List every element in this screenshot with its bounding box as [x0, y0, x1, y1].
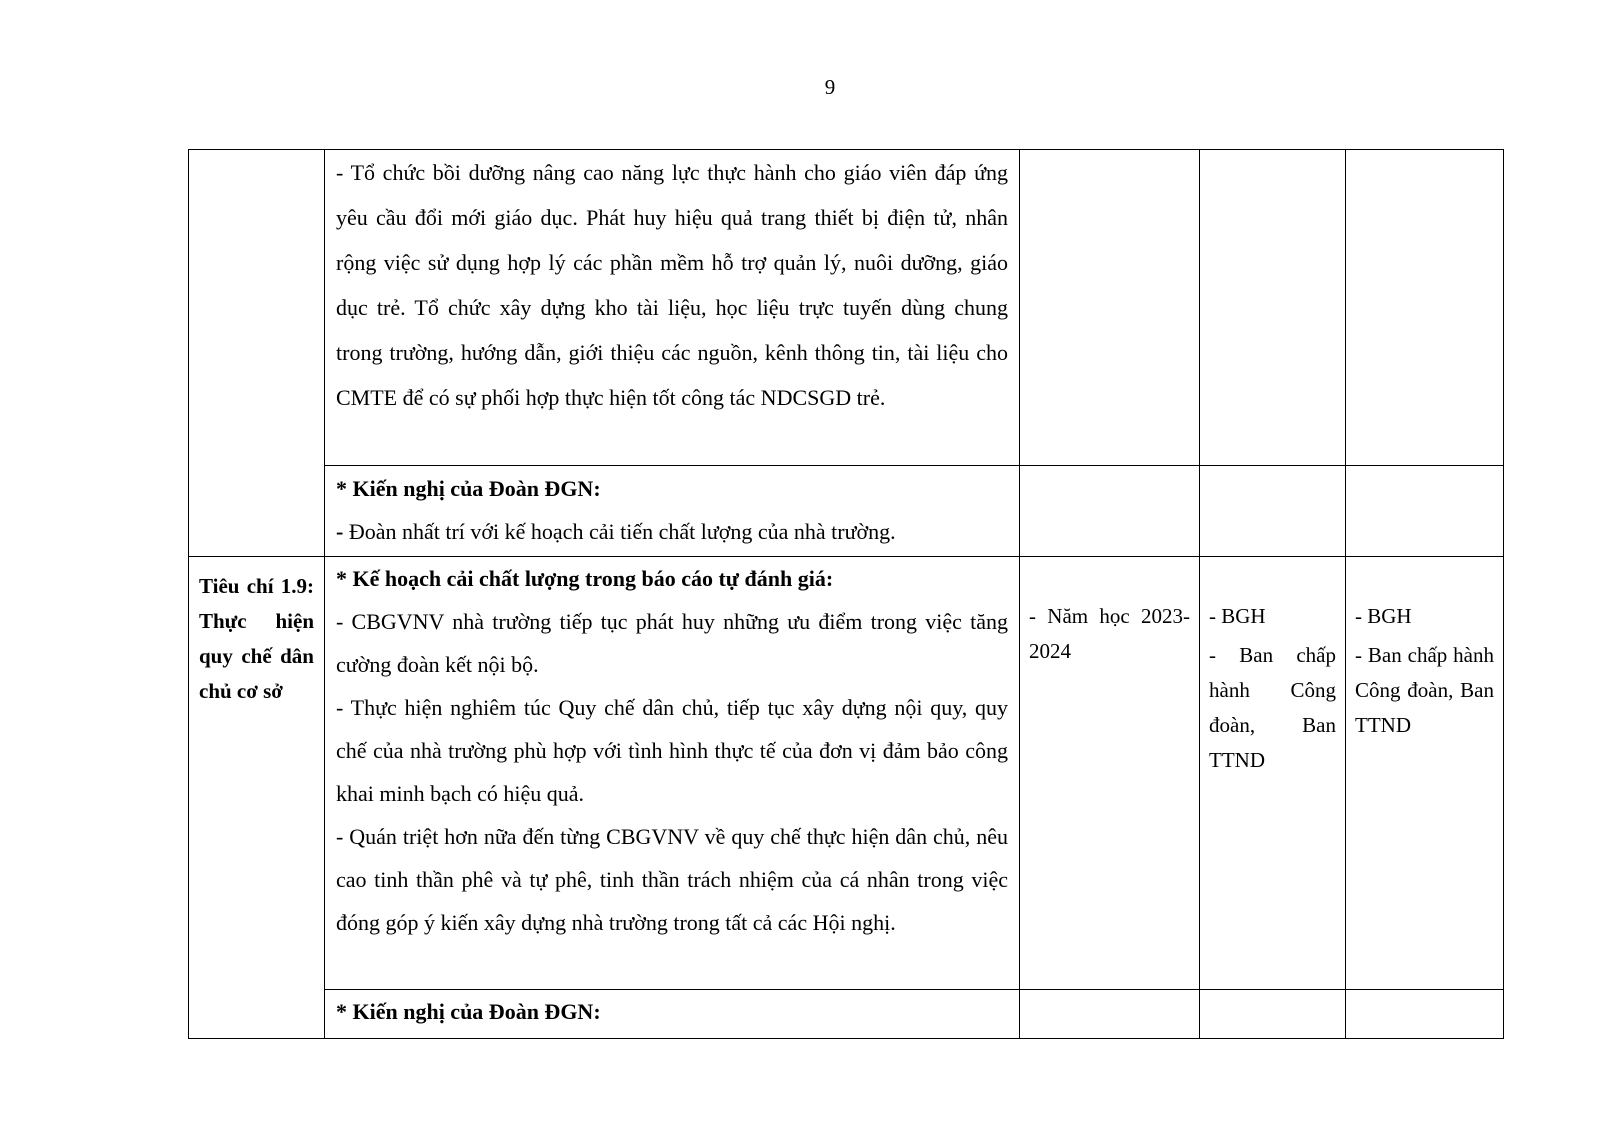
improvement-plan-table	[188, 149, 1504, 1039]
plan-heading: * Kế hoạch cải chất lượng trong báo cáo tự đánh giá:	[336, 566, 834, 591]
time-cell	[1020, 466, 1200, 557]
recommendation-dash: -	[336, 519, 344, 544]
coordinate-cell	[1346, 557, 1504, 990]
responsible-cell	[1200, 990, 1346, 1039]
coordinate-line: - BGH	[1355, 604, 1412, 628]
time-cell	[1020, 557, 1200, 990]
table-row	[189, 150, 1504, 466]
coordinate-cell	[1346, 990, 1504, 1039]
recommendation-cell	[325, 990, 1020, 1039]
coordinate-cell	[1346, 466, 1504, 557]
recommendation-cell	[325, 466, 1020, 557]
criterion-line: Thực hiện	[199, 609, 314, 633]
recommendation-heading: * Kiến nghị của Đoàn ĐGN:	[336, 999, 601, 1024]
responsible-cell	[1200, 150, 1346, 466]
time-cell	[1020, 990, 1200, 1039]
recommendation-body: Đoàn nhất trí với kế hoạch cải tiến chất lượng của nhà trường.	[343, 519, 896, 544]
responsible-line: - BGH	[1209, 604, 1266, 628]
criterion-line: Tiêu chí 1.9:	[199, 574, 314, 598]
coordinate-cell	[1346, 150, 1504, 466]
plan-paragraph: - CBGVNV nhà trường tiếp tục phát huy những ưu điểm trong việc tăng cường đoàn kết nội bộ.	[336, 609, 1008, 677]
responsible-line: - Ban chấp hành Công đoàn, Ban TTND	[1209, 643, 1336, 772]
table-row	[189, 990, 1504, 1039]
responsible-cell	[1200, 557, 1346, 990]
table-row	[189, 466, 1504, 557]
responsible-cell	[1200, 466, 1346, 557]
criterion-title	[189, 557, 324, 709]
plan-content-cell	[325, 557, 1020, 990]
criterion-cell-empty	[189, 150, 325, 557]
criterion-line: chủ cơ sở	[199, 679, 283, 703]
plan-content-cell	[325, 150, 1020, 466]
recommendation-text	[336, 510, 1008, 553]
time-text: - Năm học 2023-2024	[1029, 604, 1190, 663]
recommendation-heading: * Kiến nghị của Đoàn ĐGN:	[336, 476, 601, 501]
criterion-cell	[189, 557, 325, 1039]
plan-paragraph: - Quán triệt hơn nữa đến từng CBGVNV về quy chế thực hiện dân chủ, nêu cao tinh thần phê và tự phê, tinh thần trách nhiệm của cá nhân trong việc đóng góp ý kiến xây dựng nhà trường trong tất cả các Hội nghị.	[336, 824, 1008, 935]
time-cell	[1020, 150, 1200, 466]
plan-paragraph: - Thực hiện nghiêm túc Quy chế dân chủ, tiếp tục xây dựng nội quy, quy chế của nhà trường phù hợp với tình hình thực tế của đơn vị đảm bảo công khai minh bạch có hiệu quả.	[336, 695, 1008, 806]
criterion-line: quy chế dân	[199, 644, 314, 668]
coordinate-line: - Ban chấp hành Công đoàn, Ban TTND	[1355, 643, 1494, 737]
page-number: 9	[824, 75, 836, 99]
table-row	[189, 557, 1504, 990]
plan-paragraph: - Tổ chức bồi dưỡng nâng cao năng lực thực hành cho giáo viên đáp ứng yêu cầu đổi mới giáo dục. Phát huy hiệu quả trang thiết bị điện tử, nhân rộng việc sử dụng hợp lý các phần mềm hỗ trợ quản lý, nuôi dưỡng, giáo dục trẻ. Tổ chức xây dựng kho tài liệu, học liệu trực tuyến dùng chung trong trường, hướng dẫn, giới thiệu các nguồn, kênh thông tin, tài liệu cho CMTE để có sự phối hợp thực hiện tốt công tác NDCSGD trẻ.	[336, 160, 1008, 410]
